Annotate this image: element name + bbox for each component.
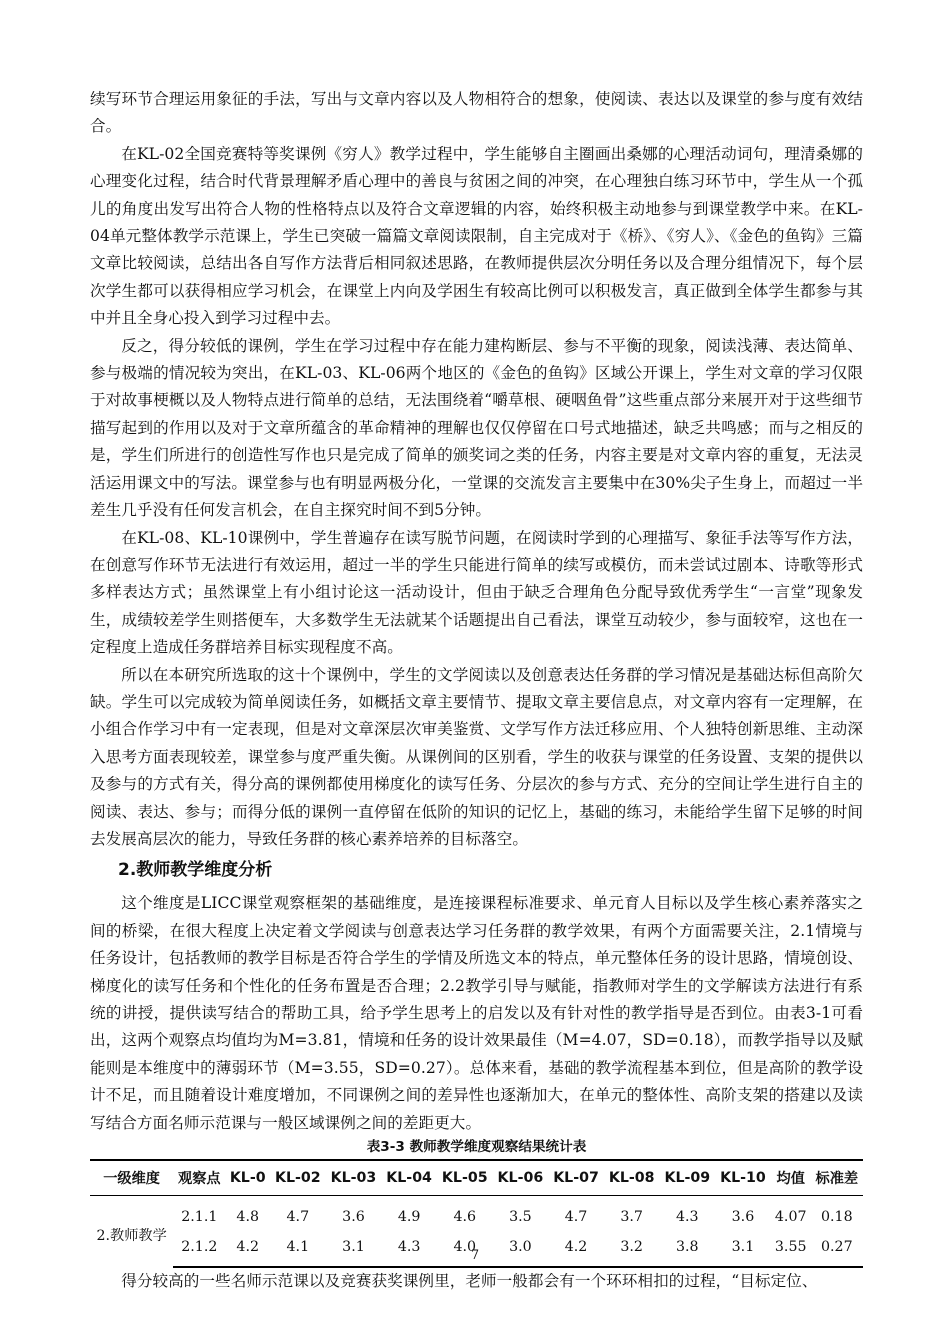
header-cell: KL-08 <box>604 1160 660 1196</box>
paragraph-teacher-process: 得分较高的一些名师示范课以及竞赛获奖课例里，老师一般都会有一个环环相扣的过程，“目标定位、 <box>121 1272 818 1291</box>
header-cell: KL-06 <box>493 1160 549 1196</box>
section-heading: 2.教师教学维度分析 <box>118 860 273 881</box>
table-cell: 4.3 <box>676 1209 699 1226</box>
header-cell: 标准差 <box>811 1160 863 1196</box>
paragraph-high-score-examples: 在KL-02全国竞赛特等奖课例《穷人》教学过程中，学生能够自主圈画出桑娜的心理活动词句，理清桑娜的心理变化过程，结合时代背景理解矛盾心理中的善良与贫困之间的冲突，在心理独白练习环节中，学生从一个孤儿的角度出发写出符合人物的性格特点以及符合文章逻辑的内容，始终积极主动地参与到课堂教学中来。在KL-04单元整体教学示范课上，学生已突破一篇篇文章阅读限制，自主完成对于《桥》、《穷人》、《金色的鱼钩》三篇文章比较阅读，总结出各自写作方法背后相同叙述思路，在教师提供层次分明任务以及合理分组情况下，每个层次学生都可以获得相应学习机会，在课堂上内向及学困生有较高比例可以积极发言，真正做到全体学生都参与其中并且全身心投入到学习过程中去。 <box>90 144 863 328</box>
table-cell: 4.6 <box>453 1209 477 1226</box>
paragraph-reading-writing-gap: 在KL-08、KL-10课例中，学生普遍存在读写脱节问题，在阅读时学到的心理描写、象征手法等写作方法，在创意写作环节无法进行有效运用，超过一半的学生只能进行简单的续写或模仿，而未尝试过剧本、诗歌等形式多样表达方式；虽然课堂上有小组讨论这一活动设计，但由于缺乏合理角色分配导致优秀学生“一言堂”现象发生，成绩较差学生则搭便车，大多数学生无法就某个话题提出自己看法，课堂互动较少，参与面较窄，这也在一定程度上造成任务群培养目标实现程度不高。 <box>90 528 863 657</box>
table-cell: 4.2 <box>225 1232 270 1267</box>
header-cell: KL-0 <box>225 1160 270 1196</box>
table-cell: 3.5 <box>509 1209 532 1226</box>
table-cell: 3.1 <box>715 1232 771 1267</box>
header-cell: KL-02 <box>270 1160 326 1196</box>
paragraph-continuation: 续写环节合理运用象征的手法，写出与文章内容以及人物相符合的想象，使阅读、表达以及课堂的参与度有效结合。 <box>90 90 863 136</box>
paragraph-teaching-dimension: 这个维度是LICC课堂观察框架的基础维度，是连接课程标准要求、单元育人目标以及学生核心素养落实之间的桥梁，在很大程度上决定着文学阅读与创意表达学习任务群的教学效果，有两个方面需要关注，2.1情境与任务设计，包括教师的教学目标是否符合学生的学情及所选文本的特点，单元整体任务的设计思路，情境创设、梯度化的读写任务和个性化的任务布置是否合理；2.2教学引导与赋能，指教师对学生的文学解读方法进行有系统的讲授，提供读写结合的帮助工具，给予学生思考上的启发以及有针对性的教学指导是否到位。由表3-1可看出，这两个观察点均值均为M=3.81，情境和任务的设计效果最佳（M=4.07，SD=0.18），而教学指导以及赋能则是本维度中的薄弱环节（M=3.55，SD=0.27）。总体来看，基础的教学流程基本到位，但是高阶的教学设计不足，而且随着设计难度增加，不同课例之间的差异性也逐渐加大，在单元的整体性、高阶支架的搭建以及读写结合方面名师示范课与一般区域课例之间的差距更大。 <box>90 894 863 1132</box>
paragraph-summary: 所以在本研究所选取的这十个课例中，学生的文学阅读以及创意表达任务群的学习情况是基础达标但高阶欠缺。学生可以完成较为简单阅读任务，如概括文章主要情节、提取文章主要信息点，对文章内容有一定理解，在小组合作学习中有一定表现，但是对文章深层次审美鉴赏、文学写作方法迁移应用、个人独特创新思维、主动深入思考方面表现较差，课堂参与度严重失衡。从课例间的区别看，学生的收获与课堂的任务设置、支架的提供以及参与的方式有关，得分高的课例都使用梯度化的读写任务、分层次的参与方式、充分的空间让学生进行自主的阅读、表达、参与；而得分低的课例一直停留在低阶的知识的记忆上，基础的练习，未能给学生留下足够的时间去发展高层次的能力，导致任务群的核心素养培养的目标落空。 <box>90 665 863 848</box>
table-cell: 4.3 <box>381 1232 437 1267</box>
header-cell: 均值 <box>771 1160 811 1196</box>
header-cell: KL-03 <box>326 1160 382 1196</box>
paragraph-low-score-examples: 反之，得分较低的课例，学生在学习过程中存在能力建构断层、参与不平衡的现象，阅读浅薄、表达简单、参与极端的情况较为突出，在KL-03、KL-06两个地区的《金色的鱼钩》区域公开课上，学生对文章的学习仅限于对故事梗概以及人物特点进行简单的总结，无法围绕着“嚼草根、硬咽鱼骨”这些重点部分来展开对于这些细节描写起到的作用以及对于文章所蕴含的革命精神的理解也仅仅停留在口号式地描述，缺乏共鸣感；而与之相反的是，学生们所进行的创造性写作也只是完成了简单的颁奖词之类的任务，内容主要是对文章内容的重复，无法灵活运用课文中的写法。课堂参与也有明显两极分化，一堂课的交流发言主要集中在30%尖子生身上，而超过一半差生几乎没有任何发言机会，在自主探究时间不到5分钟。 <box>90 336 863 520</box>
table-cell: 4.7 <box>564 1209 588 1226</box>
page-number: 7 <box>470 1248 480 1263</box>
table-header-row <box>90 1160 863 1196</box>
table-cell: 4.07 <box>774 1209 807 1226</box>
header-cell: KL-10 <box>715 1160 771 1196</box>
table-cell: 4.8 <box>236 1209 259 1226</box>
table-cell: 2.1.1 <box>181 1209 218 1226</box>
table-cell: 4.0 <box>437 1232 493 1267</box>
table-cell: 3.6 <box>342 1209 365 1226</box>
table-cell: 3.55 <box>771 1232 811 1267</box>
table-cell: 2.1.2 <box>173 1232 225 1267</box>
table-cell: 4.7 <box>286 1209 310 1226</box>
table-cell: 3.6 <box>731 1209 755 1226</box>
header-cell: KL-05 <box>437 1160 493 1196</box>
table-cell: 4.9 <box>397 1209 421 1226</box>
header-cell: KL-09 <box>659 1160 715 1196</box>
table-cell: 3.7 <box>620 1209 643 1226</box>
header-cell: KL-04 <box>381 1160 437 1196</box>
table-cell: 3.2 <box>604 1232 660 1267</box>
dimension-cell: 2.教师教学 <box>96 1227 167 1244</box>
table-caption: 表3-3 教师教学维度观察结果统计表 <box>366 1139 587 1156</box>
table-cell: 3.8 <box>659 1232 715 1267</box>
header-cell: 观察点 <box>173 1160 225 1196</box>
table-cell: 4.2 <box>548 1232 604 1267</box>
header-cell: 一级维度 <box>90 1160 173 1196</box>
table-cell: 3.1 <box>326 1232 382 1267</box>
table-cell: 4.1 <box>270 1232 326 1267</box>
table-cell: 0.27 <box>811 1232 863 1267</box>
table-cell: 3.0 <box>493 1232 549 1267</box>
header-cell: KL-07 <box>548 1160 604 1196</box>
document-page <box>90 86 863 1295</box>
table-cell: 0.18 <box>821 1209 853 1226</box>
table-row <box>90 1196 863 1233</box>
